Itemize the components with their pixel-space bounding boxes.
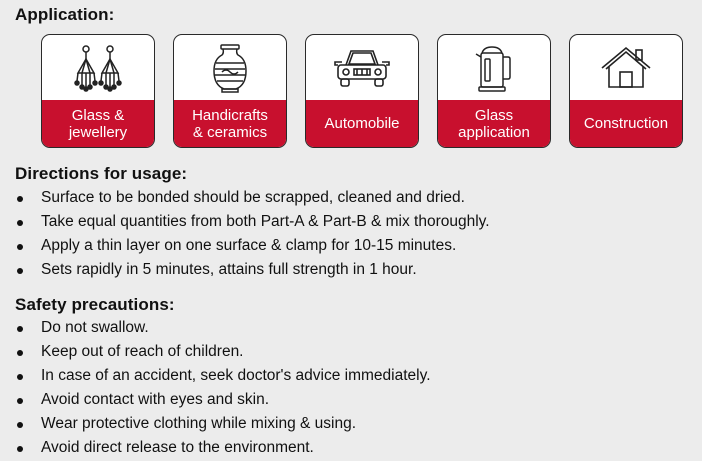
card-label: Glass & jewellery xyxy=(68,106,128,141)
card-label-band xyxy=(174,100,286,147)
list-item: In case of an accident, seek doctor's advice immediately. xyxy=(15,365,431,389)
list-item: Avoid direct release to the environment. xyxy=(15,437,431,461)
list-item: Wear protective clothing while mixing & using. xyxy=(15,413,431,437)
safety-list xyxy=(15,317,431,461)
safety-heading: Safety precautions: xyxy=(15,295,175,314)
list-item: Apply a thin layer on one surface & clamp for 10-15 minutes. xyxy=(15,235,490,259)
card-label: Glass application xyxy=(458,106,530,141)
card-label: Handicrafts & ceramics xyxy=(192,106,268,141)
list-item: Sets rapidly in 5 minutes, attains full strength in 1 hour. xyxy=(15,259,490,283)
card-label-band xyxy=(42,100,154,147)
car-icon xyxy=(334,45,390,91)
application-heading: Application: xyxy=(15,5,115,24)
vase-icon xyxy=(210,43,250,93)
house-icon xyxy=(599,45,653,91)
card-label: Automobile xyxy=(324,115,400,132)
list-item: Surface to be bonded should be scrapped, cleaned and dried. xyxy=(15,187,490,211)
card-label: Construction xyxy=(583,115,669,132)
card-glass-jewellery xyxy=(41,34,155,148)
list-item: Keep out of reach of children. xyxy=(15,341,431,365)
card-glass-application xyxy=(437,34,551,148)
list-item: Do not swallow. xyxy=(15,317,431,341)
kettle-icon xyxy=(474,43,514,93)
card-label-band xyxy=(570,100,682,147)
card-automobile xyxy=(305,34,419,148)
card-construction xyxy=(569,34,683,148)
directions-heading: Directions for usage: xyxy=(15,164,188,183)
earrings-icon xyxy=(73,43,123,93)
card-label-band xyxy=(438,100,550,147)
directions-list xyxy=(15,187,490,283)
card-handicrafts-ceramics xyxy=(173,34,287,148)
card-label-band xyxy=(306,100,418,147)
list-item: Take equal quantities from both Part-A & Part-B & mix thoroughly. xyxy=(15,211,490,235)
list-item: Avoid contact with eyes and skin. xyxy=(15,389,431,413)
application-cards xyxy=(41,34,686,152)
